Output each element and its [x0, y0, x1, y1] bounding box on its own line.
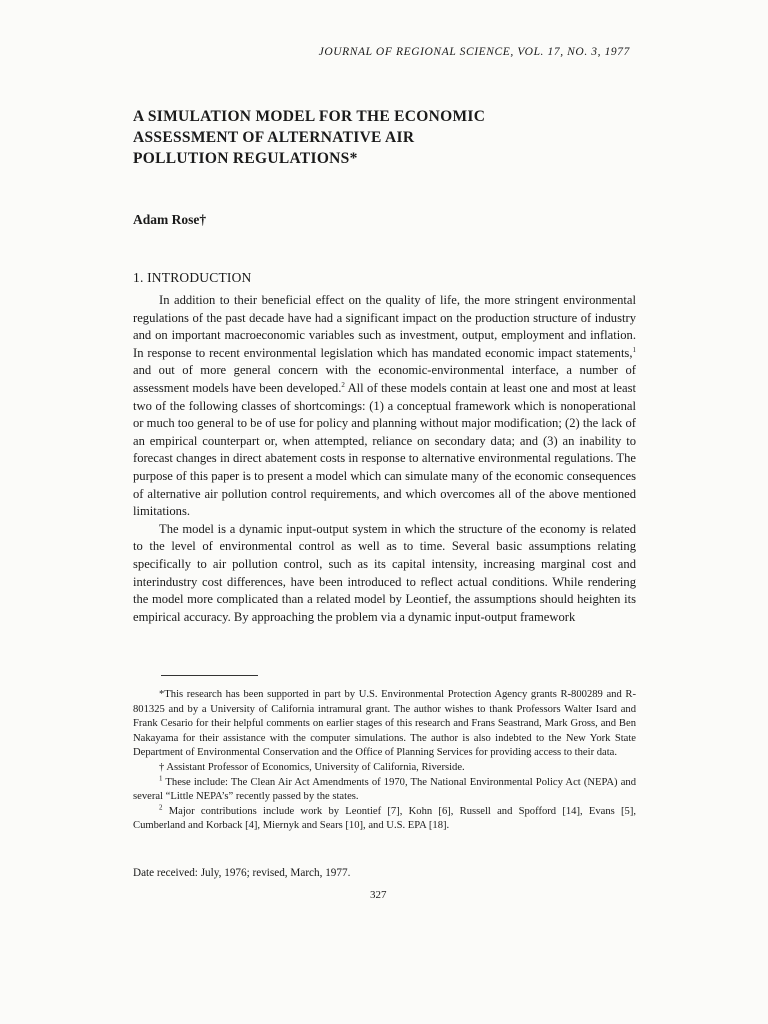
paragraph-1-part-c: All of these models contain at least one and most at least two of the following classes of shortcomings: (1) a conceptual framework which is nonoperational or much too general to be of use for policy and planning without major modification; (2) the lack of an empirical counterpart or, when attempted, reliance on secondary data; and (3) an inability to forecast changes in direct abatement costs in response to alternative environmental regulations. The purpose of this paper is to present a model which can simulate many of the economic consequences of alternative air pollution control requirements, and which overcomes all of the above mentioned limitations.	[133, 380, 637, 519]
footnote-1	[133, 776, 636, 805]
paper-title	[133, 106, 613, 169]
title-line-1: A SIMULATION MODEL FOR THE ECONOMIC	[133, 108, 486, 125]
footnotes	[133, 688, 636, 834]
page-number: 327	[370, 889, 387, 901]
title-line-3: POLLUTION REGULATIONS*	[133, 150, 358, 167]
footnote-dagger: † Assistant Professor of Economics, University of California, Riverside.	[159, 761, 465, 773]
body-text	[133, 292, 636, 626]
date-received: Date received: July, 1976; revised, March, 1977.	[133, 867, 351, 879]
footnote-1-text: These include: The Clean Air Act Amendments of 1970, The National Environmental Policy Act (NEPA) and several “Little NEPA’s” recently passed by the states.	[133, 776, 636, 803]
paragraph-1-part-b: and out of more general concern with the economic-environmental interface, a number of assessment models have been developed.	[133, 363, 636, 395]
footnote-1-mark: 1	[159, 774, 163, 783]
title-line-2: ASSESSMENT OF ALTERNATIVE AIR	[133, 129, 415, 146]
footnote-2	[133, 805, 636, 834]
footnote-ref-1: 1	[632, 345, 636, 354]
section-heading-introduction: 1. INTRODUCTION	[133, 270, 252, 285]
author-name: Adam Rose†	[133, 212, 207, 227]
journal-running-header: JOURNAL OF REGIONAL SCIENCE, VOL. 17, NO. 3, 1977	[318, 46, 630, 58]
paragraph-1	[133, 292, 636, 521]
paragraph-1-part-a: In addition to their beneficial effect on the quality of life, the more stringent environmental regulations of the past decade have had a significant impact on the production structure of industry and on important macroeconomic variables such as investment, output, employment and inflation. In response to recent environmental legislation which has mandated economic impact statements,	[133, 293, 636, 360]
footnote-2-mark: 2	[159, 803, 163, 812]
footnote-divider	[161, 675, 258, 676]
footnote-star: *This research has been supported in part by U.S. Environmental Protection Agency grants R-800289 and R-801325 and by a University of California intramural grant. The author wishes to thank Professors Walter Isard and Frank Cesario for their helpful comments on earlier stages of this research and Frans Seastrand, Mark Gross, and Ben Nakayama for their assistance with the computer simulations. The author is also indebted to the New York State Department of Environmental Conservation and the Office of Planning Services for providing access to their data.	[133, 689, 636, 759]
paragraph-2: The model is a dynamic input-output system in which the structure of the economy is related to the level of environmental control as well as to time. Several basic assumptions relating specifically to air pollution control, such as its capital intensity, increasing marginal cost and interindustry cost differences, have been introduced to reflect actual conditions. While rendering the model more complicated than a related model by Leontief, the assumptions should heighten its empirical accuracy. By approaching the problem via a dynamic input-output framework	[133, 521, 636, 624]
footnote-2-text: Major contributions include work by Leontief [7], Kohn [6], Russell and Spofford [14], Evans [5], Cumberland and Korback [4], Miernyk and Sears [10], and U.S. EPA [18].	[133, 805, 636, 832]
footnote-ref-2: 2	[341, 380, 345, 389]
